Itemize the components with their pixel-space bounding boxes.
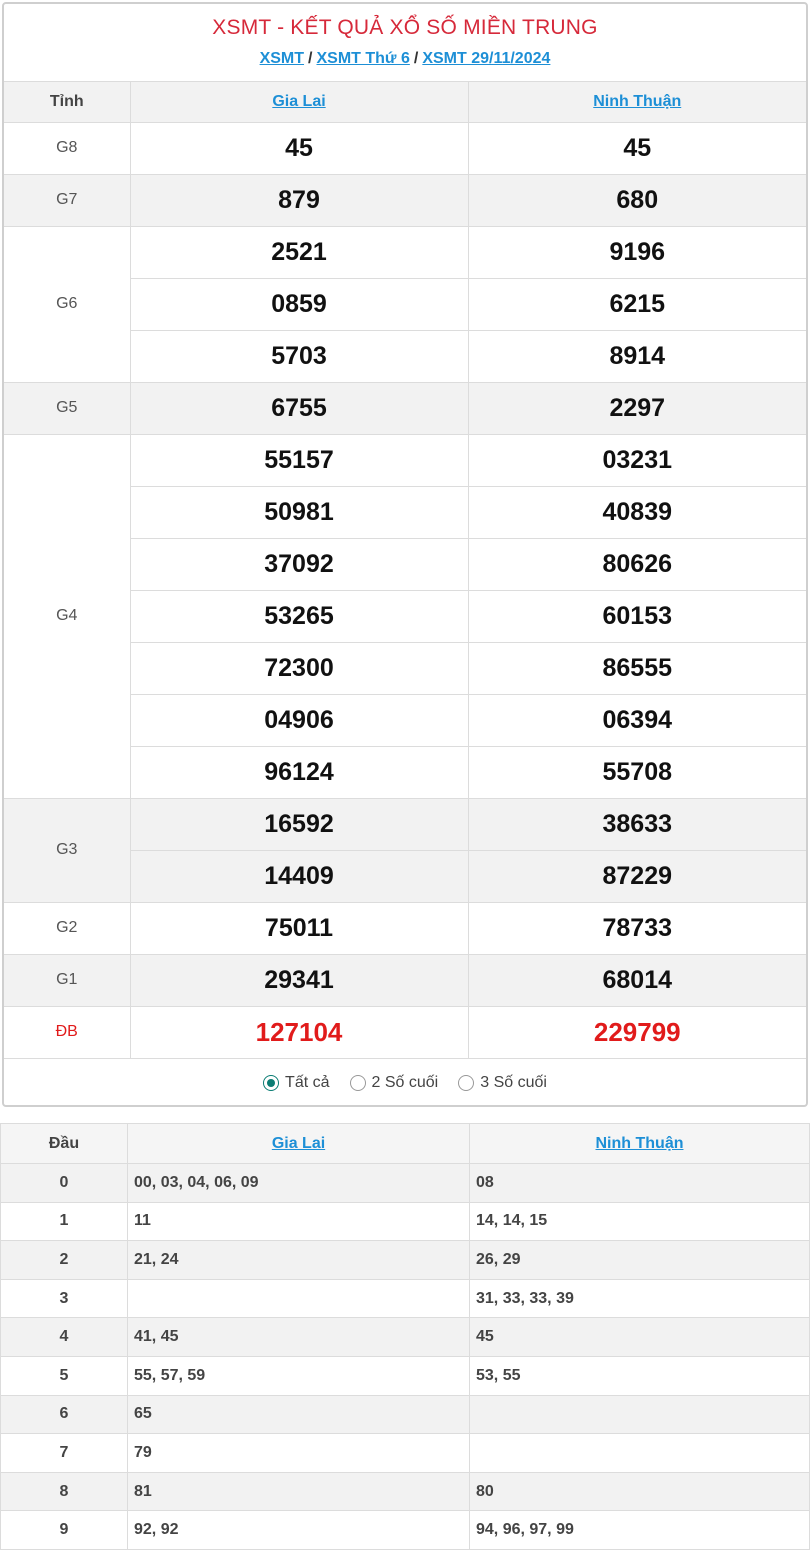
breadcrumb-separator: / [413,50,419,67]
result-number: 16592 [130,798,468,850]
result-number: 03231 [468,434,806,486]
table-row [1,1472,810,1511]
result-number: 0859 [130,278,468,330]
filter-label: Tất cả [285,1073,330,1091]
result-number: 680 [468,174,806,226]
breadcrumb-xsmt-thu6[interactable]: XSMT Thứ 6 [316,50,410,67]
result-number: 72300 [130,642,468,694]
gia-lai-tails-cell [128,1279,470,1318]
result-number: 87229 [468,850,806,902]
gia-lai-tails-cell: 79 [128,1434,470,1473]
table-row [1,1356,810,1395]
ninh-thuan-tails-cell: 94, 96, 97, 99 [470,1511,810,1550]
ninh-thuan-tails-cell: 80 [470,1472,810,1511]
result-number: 55157 [130,434,468,486]
result-number: 75011 [130,902,468,954]
gia-lai-tails-cell: 11 [128,1202,470,1241]
filter-3-digits-radio[interactable] [458,1074,547,1092]
table-row [1,1318,810,1357]
filter-label: 2 Số cuối [371,1073,439,1091]
prize-label: G2 [4,902,130,954]
head-digit-cell: 3 [1,1279,128,1318]
table-row [1,1279,810,1318]
radio-checked-icon [263,1075,279,1091]
head-digit-cell: 2 [1,1241,128,1280]
table-row [1,1511,810,1550]
prize-row-g1 [4,954,806,1006]
breadcrumb-xsmt-date[interactable]: XSMT 29/11/2024 [422,50,551,67]
table-row [1,1164,810,1203]
province-link-gia-lai[interactable]: Gia Lai [271,1134,326,1152]
prize-label: G3 [4,798,130,902]
breadcrumb-separator: / [308,50,313,67]
prize-row-g5 [4,382,806,434]
col-ninh-thuan [468,82,806,122]
result-number: 55708 [468,746,806,798]
prize-row-g2 [4,902,806,954]
gia-lai-tails-cell: 81 [128,1472,470,1511]
result-number: 5703 [130,330,468,382]
result-number: 9196 [468,226,806,278]
head-digit-table [0,1123,810,1550]
prize-row-g7 [4,174,806,226]
result-number: 879 [130,174,468,226]
prize-row-g4 [4,434,806,486]
prize-row-g6 [4,226,806,278]
col-gia-lai [130,82,468,122]
table-row [1,1202,810,1241]
ninh-thuan-tails-cell: 14, 14, 15 [470,1202,810,1241]
special-prize-label: ĐB [4,1006,130,1058]
province-link-gia-lai[interactable]: Gia Lai [272,92,326,110]
result-number: 14409 [130,850,468,902]
result-number: 29341 [130,954,468,1006]
prize-label: G5 [4,382,130,434]
gia-lai-tails-cell: 41, 45 [128,1318,470,1357]
result-number: 37092 [130,538,468,590]
result-number: 2297 [468,382,806,434]
results-table [4,82,806,1059]
result-number: 6755 [130,382,468,434]
special-prize-number: 127104 [130,1006,468,1058]
radio-unchecked-icon [458,1075,474,1091]
head-digit-cell: 6 [1,1395,128,1434]
ninh-thuan-tails-cell: 31, 33, 33, 39 [470,1279,810,1318]
prize-label: G8 [4,122,130,174]
col-head-digit: Đầu [1,1124,128,1164]
head-digit-cell: 0 [1,1164,128,1203]
breadcrumb-xsmt[interactable]: XSMT [259,50,305,67]
result-number: 96124 [130,746,468,798]
ninh-thuan-tails-cell [470,1395,810,1434]
head-digit-cell: 4 [1,1318,128,1357]
filter-2-digits-radio[interactable] [350,1074,439,1092]
result-number: 53265 [130,590,468,642]
result-number: 86555 [468,642,806,694]
prize-label: G7 [4,174,130,226]
result-number: 2521 [130,226,468,278]
result-number: 04906 [130,694,468,746]
head-digit-section [0,1123,810,1550]
gia-lai-tails-cell: 55, 57, 59 [128,1356,470,1395]
result-number: 80626 [468,538,806,590]
gia-lai-tails-cell: 21, 24 [128,1241,470,1280]
results-header-row [4,82,806,122]
ninh-thuan-tails-cell: 08 [470,1164,810,1203]
province-link-ninh-thuan[interactable]: Ninh Thuận [593,92,682,110]
prize-label: G4 [4,434,130,798]
head-digit-header-row [1,1124,810,1164]
digit-filter [4,1059,806,1107]
radio-unchecked-icon [350,1075,366,1091]
result-number: 6215 [468,278,806,330]
result-number: 60153 [468,590,806,642]
table-row [1,1434,810,1473]
result-number: 45 [130,122,468,174]
head-digit-cell: 9 [1,1511,128,1550]
prize-label: G6 [4,226,130,382]
head-digit-cell: 5 [1,1356,128,1395]
gia-lai-tails-cell: 00, 03, 04, 06, 09 [128,1164,470,1203]
ninh-thuan-tails-cell: 45 [470,1318,810,1357]
result-number: 68014 [468,954,806,1006]
results-header [4,4,806,82]
result-number: 78733 [468,902,806,954]
gia-lai-tails-cell: 65 [128,1395,470,1434]
head-digit-cell: 7 [1,1434,128,1473]
result-number: 50981 [130,486,468,538]
col-province-label: Tỉnh [4,82,130,122]
prize-row-special [4,1006,806,1058]
filter-all-radio[interactable] [263,1074,329,1092]
result-number: 8914 [468,330,806,382]
head-digit-body [1,1164,810,1550]
prize-label: G1 [4,954,130,1006]
prize-row-g3 [4,798,806,850]
ninh-thuan-tails-cell: 26, 29 [470,1241,810,1280]
result-number: 45 [468,122,806,174]
breadcrumb [4,50,806,68]
results-card [2,2,808,1107]
col-ninh-thuan [470,1124,810,1164]
col-gia-lai [128,1124,470,1164]
filter-label: 3 Số cuối [480,1073,547,1091]
result-number: 06394 [468,694,806,746]
special-prize-number: 229799 [468,1006,806,1058]
result-number: 40839 [468,486,806,538]
head-digit-cell: 1 [1,1202,128,1241]
result-number: 38633 [468,798,806,850]
province-link-ninh-thuan[interactable]: Ninh Thuận [595,1134,684,1152]
table-row [1,1241,810,1280]
gia-lai-tails-cell: 92, 92 [128,1511,470,1550]
ninh-thuan-tails-cell [470,1434,810,1473]
table-row [1,1395,810,1434]
head-digit-cell: 8 [1,1472,128,1511]
page-title: XSMT - KẾT QUẢ XỔ SỐ MIỀN TRUNG [212,16,598,39]
ninh-thuan-tails-cell: 53, 55 [470,1356,810,1395]
prize-row-g8 [4,122,806,174]
